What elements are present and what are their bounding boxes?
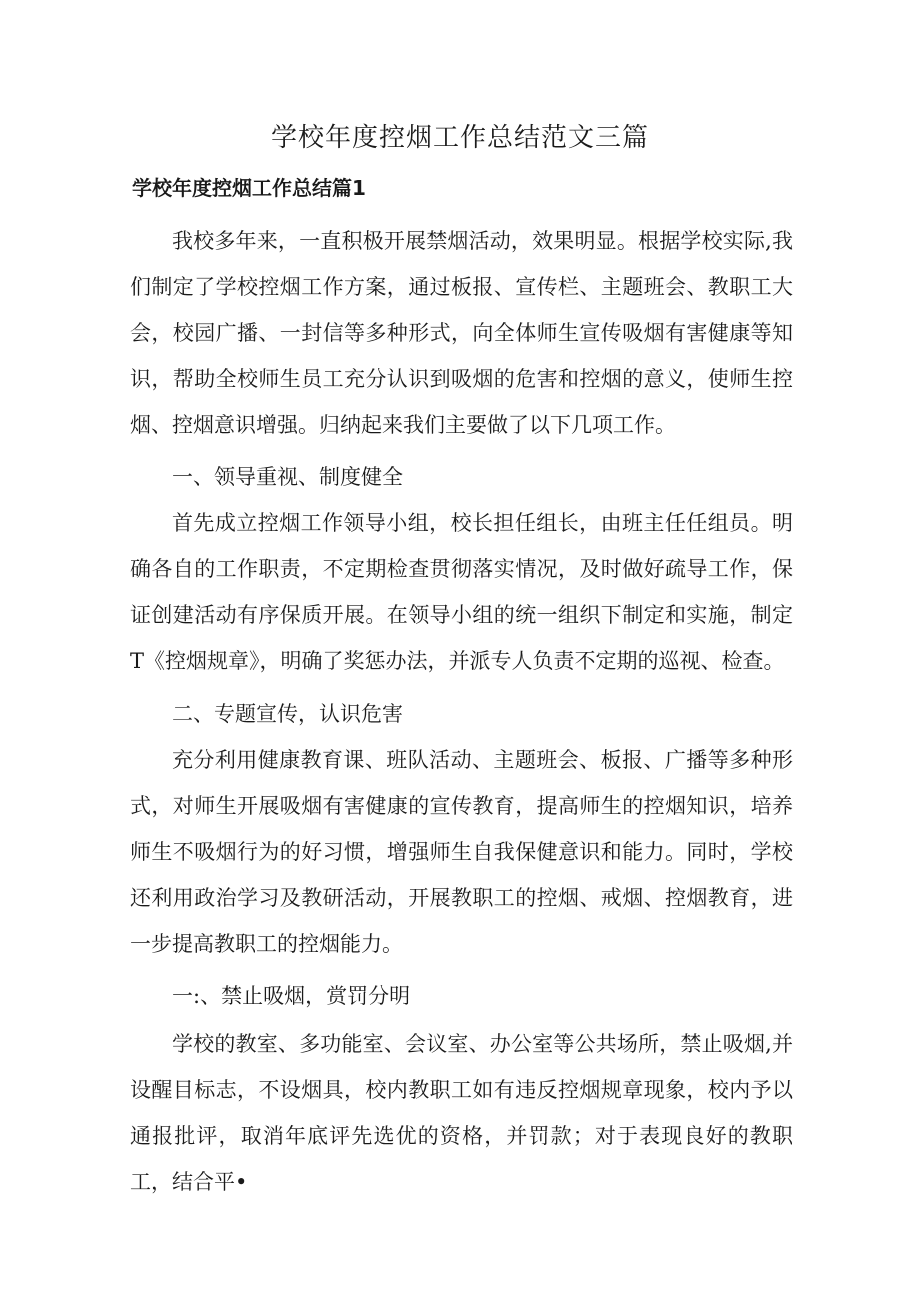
subheading-publicity: 二、专题宣传，认识危害 (172, 702, 403, 726)
paragraph-publicity: 充分利用健康教育课、班队活动、主题班会、板报、广播等多种形式，对师生开展吸烟有害健康的宣传教育，提高师生的控烟知识，培养师生不吸烟行为的好习惯，增强师生自我保健意识和能力。同时，学校还利用政治学习及教研活动，开展教职工的控烟、戒烟、控烟教育，进一步提高教职工的控烟能力。 (130, 748, 793, 956)
subheading-prohibition: 一:、禁止吸烟，赏罚分明 (172, 984, 411, 1008)
section-heading: 学校年度控烟工作总结篇1 (132, 176, 366, 200)
paragraph-intro: 我校多年来，一直积极开展禁烟活动，效果明显。根据学校实际,我们制定了学校控烟工作方案，通过板报、宣传栏、主题班会、教职工大会，校园广播、一封信等多种形式，向全体师生宣传吸烟有害健康等知识，帮助全校师生员工充分认识到吸烟的危害和控烟的意义，使师生控烟、控烟意识增强。归纳起来我们主要做了以下几项工作。 (130, 229, 793, 437)
paragraph-leadership: 首先成立控烟工作领导小组，校长担任组长，由班主任任组员。明确各自的工作职责，不定期检查贯彻落实情况，及时做好疏导工作，保证创建活动有序保质开展。在领导小组的统一组织下制定和实施，制定T《控烟规章》，明确了奖惩办法，并派专人负责不定期的巡视、检查。 (130, 511, 793, 673)
subheading-leadership: 一、领导重视、制度健全 (172, 465, 403, 489)
document-title: 学校年度控烟工作总结范文三篇 (270, 123, 649, 153)
paragraph-prohibition: 学校的教室、多功能室、会议室、办公室等公共场所，禁止吸烟,并设醒目标志，不设烟具，校内教职工如有违反控烟规章现象，校内予以通报批评，取消年底评先选优的资格，并罚款；对于表现良好的教职工，结合平• (130, 1032, 793, 1194)
